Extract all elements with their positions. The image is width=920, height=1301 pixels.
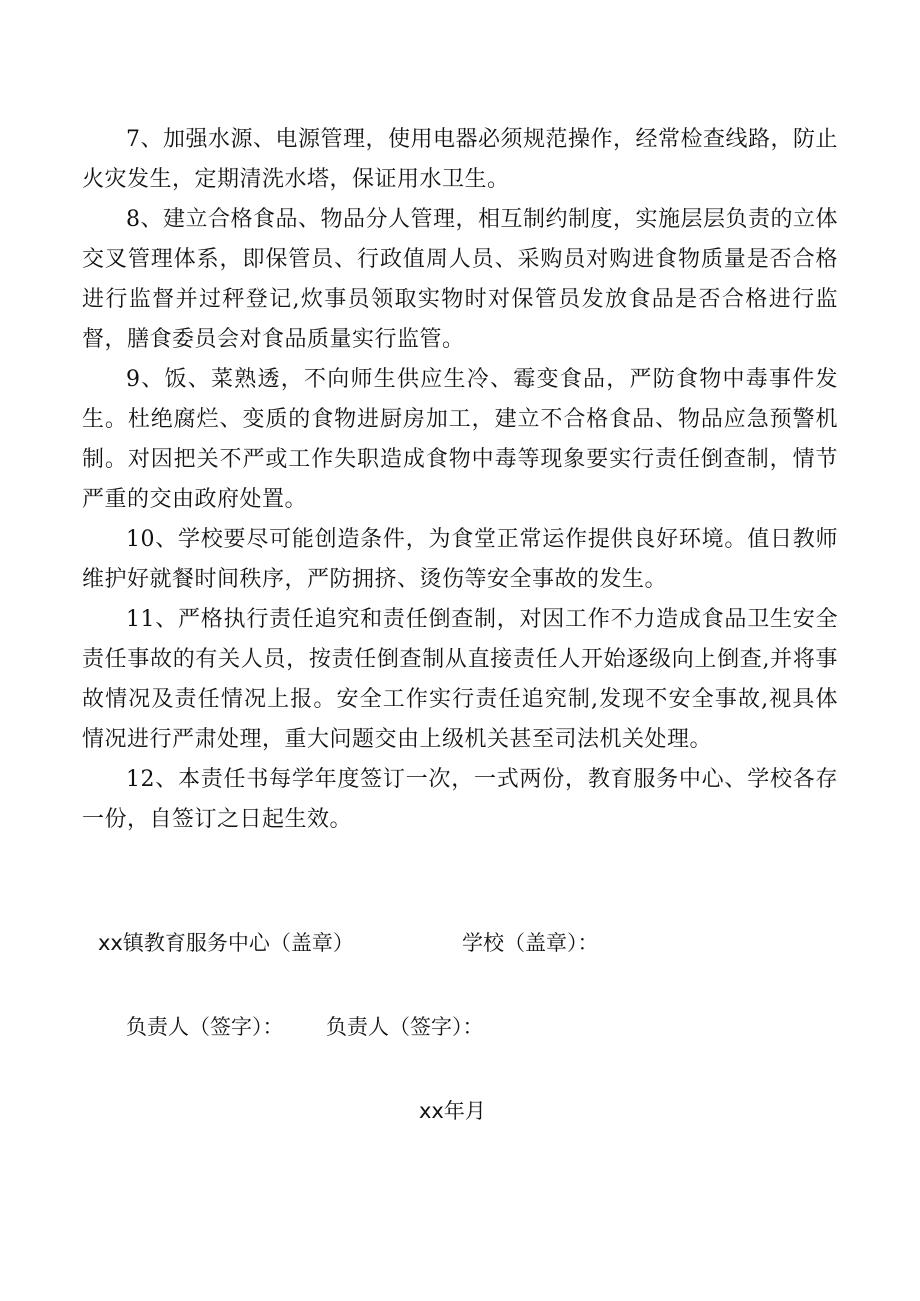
school-seal-label: 学校（盖章）： <box>462 931 599 955</box>
clause-11: 11、严格执行责任追究和责任倒查制，对因工作不力造成食品卫生安全责任事故的有关人员，按责任倒查制从直接责任人开始逐级向上倒查,并将事故情况及责任情况上报。安全工作实行责任追究制,发现不安全事故,视具体情况进行严肃处理，重大问题交由上级机关甚至司法机关处理。 <box>82 607 838 752</box>
clause-7: 7、加强水源、电源管理，使用电器必须规范操作，经常检查线路，防止火灾发生，定期清洗水塔，保证用水卫生。 <box>82 127 838 192</box>
center-signer-label: 负责人（签字）： <box>126 1015 284 1039</box>
clause-12: 12、本责任书每学年度签订一次，一式两份，教育服务中心、学校各存一份，自签订之日起生效。 <box>82 767 838 832</box>
document-body <box>82 120 838 840</box>
school-signer-label: 负责人（签字）： <box>326 1015 484 1039</box>
center-seal-label: xx镇教育服务中心（盖章） <box>98 931 354 955</box>
date-label: xx年月 <box>419 1099 486 1123</box>
clause-8: 8、建立合格食品、物品分人管理，相互制约制度，实施层层负责的立体交叉管理体系，即保管员、行政值周人员、采购员对购进食物质量是否合格进行监督并过秤登记,炊事员领取实物时对保管员发放食品是否合格进行监督，膳食委员会对食品质量实行监管。 <box>82 207 838 352</box>
clause-10: 10、学校要尽可能创造条件，为食堂正常运作提供良好环境。值日教师维护好就餐时间秩序，严防拥挤、烫伤等安全事故的发生。 <box>82 527 838 592</box>
clause-9: 9、饭、菜熟透，不向师生供应生冷、霉变食品，严防食物中毒事件发生。杜绝腐烂、变质的食物进厨房加工，建立不合格食品、物品应急预警机制。对因把关不严或工作失职造成食物中毒等现象要实行责任倒查制，情节严重的交由政府处置。 <box>82 367 838 512</box>
